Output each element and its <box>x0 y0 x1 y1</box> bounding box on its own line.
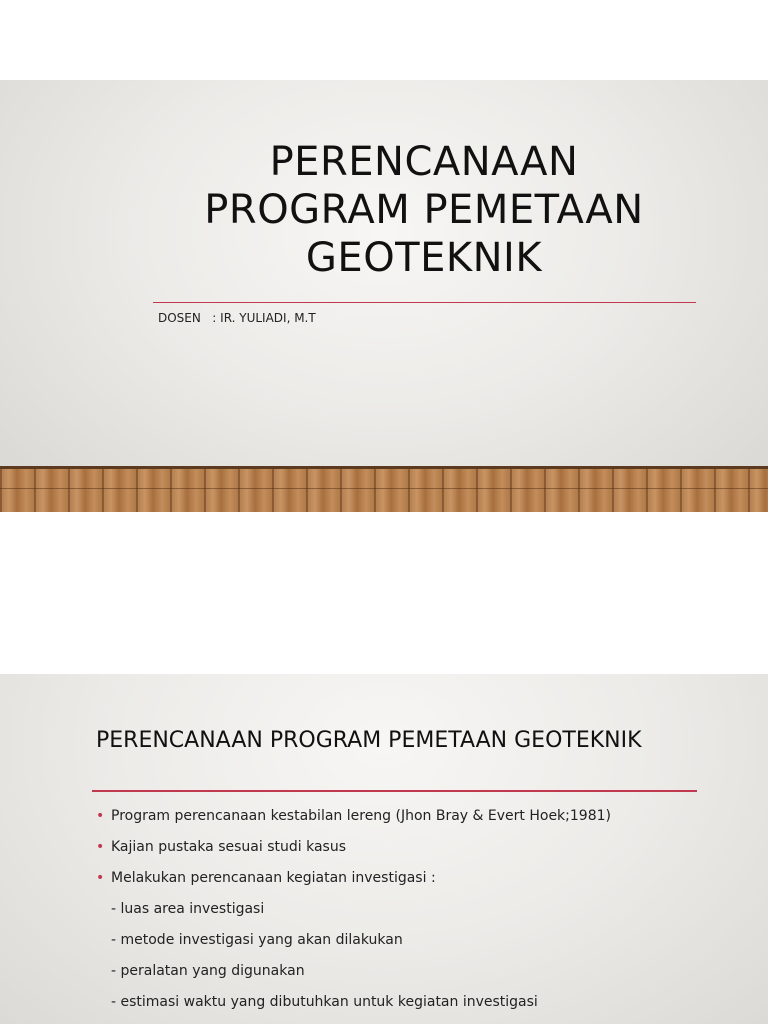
wood-floor-decoration <box>0 466 768 512</box>
sub-list-item <box>96 899 736 930</box>
presentation-title: PERENCANAAN PROGRAM PEMETAAN GEOTEKNIK <box>204 139 644 281</box>
sub-item-text: - estimasi waktu yang dibutuhkan untuk kegiatan investigasi <box>111 994 538 1010</box>
sub-item-text: - metode investigasi yang akan dilakukan <box>111 932 403 948</box>
title-slide <box>0 80 768 512</box>
content-list <box>96 806 736 1023</box>
list-item <box>96 806 736 837</box>
bullet-icon: • <box>96 808 105 824</box>
list-item-text: Kajian pustaka sesuai studi kasus <box>111 839 346 855</box>
list-item-text: Program perencanaan kestabilan lereng (Jhon Bray & Evert Hoek;1981) <box>111 808 611 824</box>
bullet-icon: • <box>96 870 105 886</box>
sub-list-item <box>96 992 736 1023</box>
sub-item-text: - luas area investigasi <box>111 901 265 917</box>
content-slide <box>0 674 768 1024</box>
bullet-icon: • <box>96 839 105 855</box>
list-item <box>96 868 736 899</box>
title-divider <box>153 302 696 303</box>
slide-heading: PERENCANAAN PROGRAM PEMETAAN GEOTEKNIK <box>96 728 642 753</box>
sub-list-item <box>96 961 736 992</box>
lecturer-line: DOSEN : IR. YULIADI, M.T <box>158 311 316 325</box>
heading-divider <box>92 790 697 792</box>
sub-item-text: - peralatan yang digunakan <box>111 963 305 979</box>
sub-list-item <box>96 930 736 961</box>
list-item <box>96 837 736 868</box>
list-item-text: Melakukan perencanaan kegiatan investigasi : <box>111 870 436 886</box>
